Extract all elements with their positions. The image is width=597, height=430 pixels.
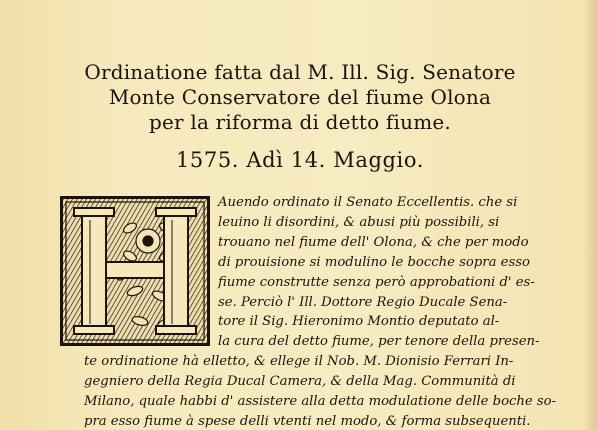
body-line: tore il Sig. Hieronimo Montio deputato al-	[218, 314, 500, 330]
body-line: leuino li disordini, & abusi più possibili, si	[218, 214, 500, 230]
drop-cap-woodcut-image	[60, 196, 210, 346]
body-line: Auendo ordinato il Senato Eccellentis. che si	[218, 195, 518, 210]
ornamental-drop-cap	[60, 196, 210, 346]
title-line: Ordinatione fatta dal M. Ill. Sig. Senatore	[84, 60, 516, 84]
title-line: Monte Conservatore del fiume Olona	[108, 85, 492, 109]
body-line: te ordinatione hà elletto, & ellege il Nob. M. Dionisio Ferrari In-	[84, 354, 514, 369]
body-line: la cura del detto fiume, per tenore della presen-	[218, 334, 540, 350]
body-full-block	[84, 352, 556, 430]
body-line: di prouisione si modulino le bocche sopra esso	[218, 254, 530, 270]
body-line: pra esso fiume à spese delli vtenti nel modo, & forma subsequenti.	[84, 413, 531, 429]
body-line: fiume construtte senza però approbationi d' es-	[218, 274, 535, 290]
title-line: per la riforma di detto fiume.	[149, 110, 451, 134]
body-line: se. Perciò l' Ill. Dottore Regio Ducale Sena-	[218, 294, 508, 310]
body-line: Milano, quale habbi d' assistere alla detta modulatione delle boche so-	[84, 393, 557, 409]
body-line: gegniero della Regia Ducal Camera, & della Mag. Communità di	[84, 373, 516, 389]
document-title	[60, 60, 540, 135]
date-line: 1575. Adì 14. Maggio.	[175, 148, 425, 172]
body-line: trouano nel fiume dell' Olona, & che per modo	[218, 234, 529, 250]
body-indented-block	[218, 193, 540, 352]
page-edge-shadow	[583, 0, 597, 430]
